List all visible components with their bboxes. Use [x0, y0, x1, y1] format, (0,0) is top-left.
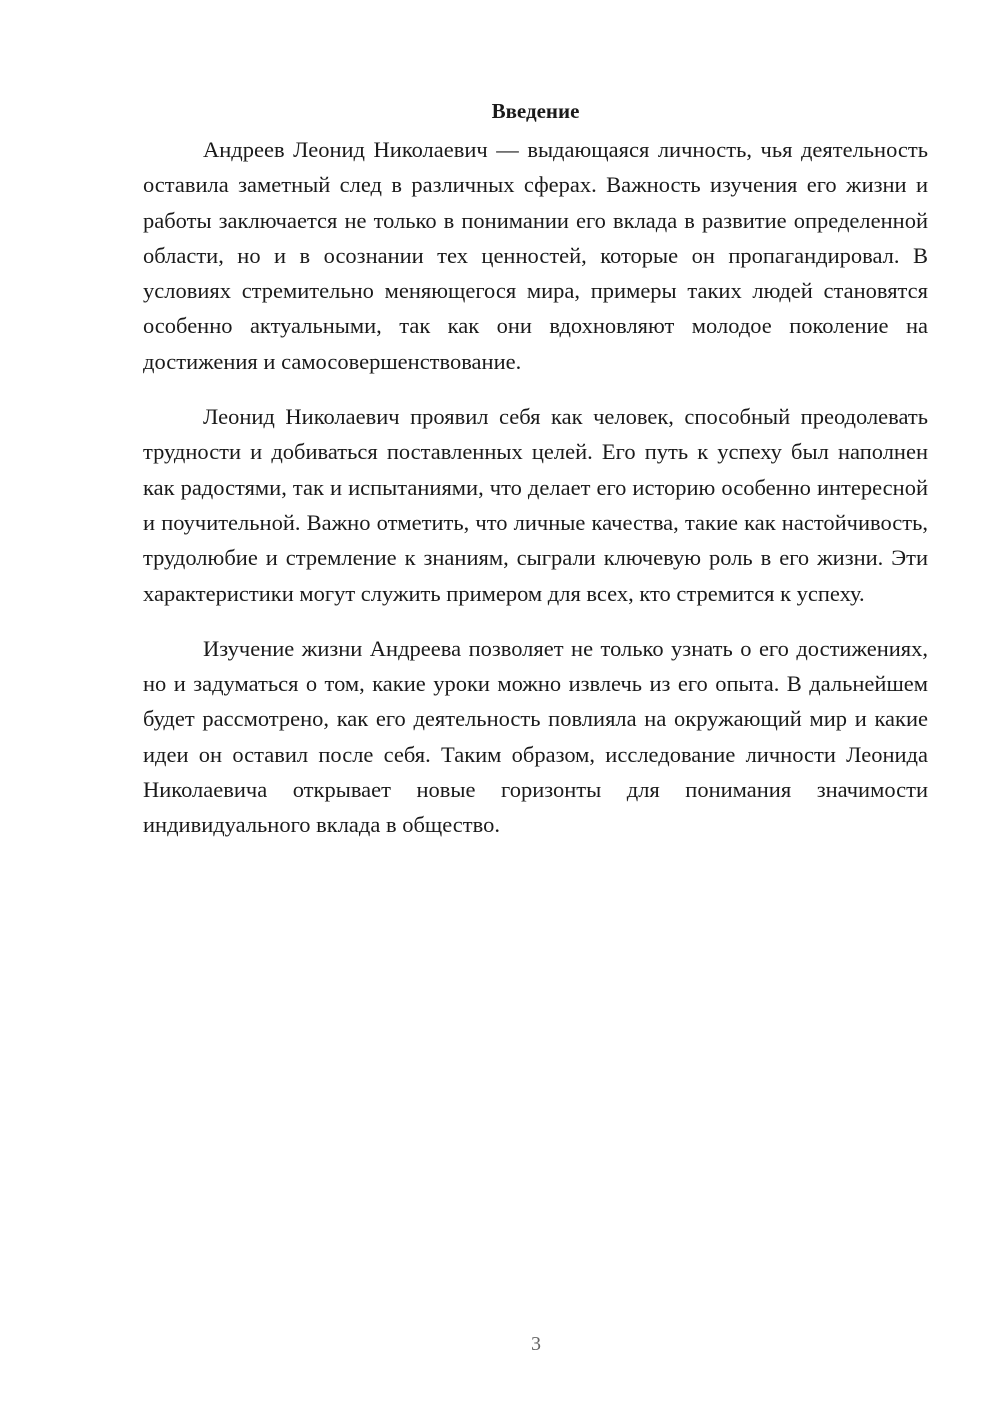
- paragraph-3: Изучение жизни Андреева позволяет не только узнать о его достижениях, но и задуматься о том, какие уроки можно извлечь из его опыта. В дальнейшем будет рассмотрено, как его деятельность повлияла на окружающий мир и какие идеи он оставил после себя. Таким образом, исследование личности Леонида Николаевича открывает новые горизонты для понимания значимости индивидуального вклада в общество.: [143, 635, 928, 838]
- page-content: [143, 96, 928, 863]
- section-title: Введение: [491, 99, 580, 123]
- paragraph-1: Андреев Леонид Николаевич — выдающаяся личность, чья деятельность оставила заметный след в различных сферах. Важность изучения его жизни и работы заключается не только в понимании его вклада в развитие определенной области, но и в осознании тех ценностей, которые он пропагандировал. В условиях стремительно меняющегося мира, примеры таких людей становятся особенно актуальными, так как они вдохновляют молодое поколение на достижения и самосовершенствование.: [143, 137, 928, 374]
- paragraph-2: Леонид Николаевич проявил себя как человек, способный преодолевать трудности и добиваться поставленных целей. Его путь к успеху был наполнен как радостями, так и испытаниями, что делает его историю особенно интересной и поучительной. Важно отметить, что личные качества, такие как настойчивость, трудолюбие и стремление к знаниям, сыграли ключевую роль в его жизни. Эти характеристики могут служить примером для всех, кто стремится к успеху.: [143, 404, 928, 606]
- page-number: 3: [531, 1333, 541, 1355]
